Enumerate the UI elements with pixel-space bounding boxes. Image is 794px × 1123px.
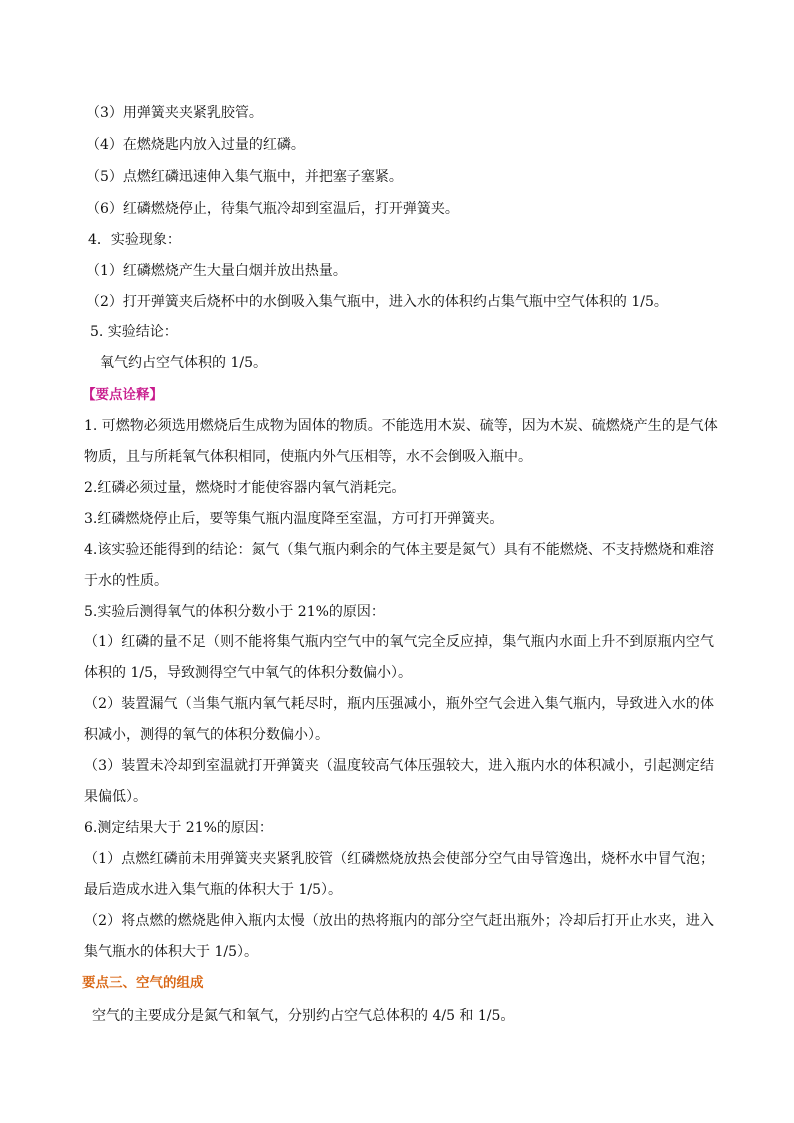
step-3: （3）用弹簧夹夹紧乳胶管。	[86, 105, 263, 121]
key-point-3: 3.红磷燃烧停止后，要等集气瓶内温度降至室温，方可打开弹簧夹。	[84, 511, 504, 527]
phenomenon-1: （1）红磷燃烧产生大量白烟并放出热量。	[86, 263, 347, 279]
key-point-4-line-1: 4.该实验还能得到的结论：氮气（集气瓶内剩余的气体主要是氮气）具有不能燃烧、不支持燃烧和难溶	[84, 542, 714, 558]
key-point-5-1-line-2: 体积的 1/5，导致测得空气中氧气的体积分数偏小）。	[84, 665, 412, 681]
key-point-5-3-line-1: （3）装置未冷却到室温就打开弹簧夹（温度较高气体压强较大，进入瓶内水的体积减小，引起测定结	[84, 758, 714, 774]
key-point-4-line-2: 于水的性质。	[84, 573, 168, 589]
key-point-6-2-line-1: （2）将点燃的燃烧匙伸入瓶内太慢（放出的热将瓶内的部分空气赶出瓶外；冷却后打开止水夹，进入	[84, 913, 714, 929]
key-point-6: 6.测定结果大于 21%的原因：	[84, 820, 273, 836]
key-point-6-1-line-1: （1）点燃红磷前未用弹簧夹夹紧乳胶管（红磷燃烧放热会使部分空气由导管逸出，烧杯水中冒气泡；	[84, 851, 714, 867]
key-point-2: 2.红磷必须过量，燃烧时才能使容器内氧气消耗完。	[84, 480, 406, 496]
step-6: （6）红磷燃烧停止，待集气瓶冷却到室温后，打开弹簧夹。	[86, 201, 459, 217]
step-5: （5）点燃红磷迅速伸入集气瓶中，并把塞子塞紧。	[86, 169, 403, 185]
phenomenon-2: （2）打开弹簧夹后烧杯中的水倒吸入集气瓶中，进入水的体积约占集气瓶中空气体积的 1/5。	[86, 294, 668, 310]
key-point-1-line-1: 1. 可燃物必须选用燃烧后生成物为固体的物质。不能选用木炭、硫等，因为木炭、硫燃烧产生的是气体	[84, 418, 718, 434]
key-point-5: 5.实验后测得氧气的体积分数小于 21%的原因：	[84, 604, 385, 620]
key-point-5-2-line-2: 积减小，测得的氧气的体积分数偏小）。	[84, 727, 329, 743]
key-point-5-1-line-1: （1）红磷的量不足（则不能将集气瓶内空气中的氧气完全反应掉，集气瓶内水面上升不到原瓶内空气	[84, 634, 714, 650]
key-point-6-1-line-2: 最后造成水进入集气瓶的体积大于 1/5）。	[84, 882, 342, 898]
key-point-1-line-2: 物质，且与所耗氧气体积相同，使瓶内外气压相等，水不会倒吸入瓶中。	[84, 449, 532, 465]
key-point-5-2-line-1: （2）装置漏气（当集气瓶内氧气耗尽时，瓶内压强减小，瓶外空气会进入集气瓶内，导致进入水的体	[84, 696, 714, 712]
phenomena-heading: 4．实验现象：	[88, 232, 181, 248]
key-point-6-2-line-2: 集气瓶水的体积大于 1/5）。	[84, 944, 258, 960]
conclusion-heading: 5. 实验结论：	[90, 324, 178, 340]
key-points-heading: 【要点诠释】	[82, 387, 163, 403]
section-3-heading: 要点三、空气的组成	[82, 975, 204, 991]
step-4: （4）在燃烧匙内放入过量的红磷。	[86, 137, 305, 153]
conclusion-text: 氧气约占空气体积的 1/5。	[100, 355, 267, 371]
key-point-5-3-line-2: 果偏低）。	[84, 789, 147, 805]
section-3-text: 空气的主要成分是氮气和氧气，分别约占空气总体积的 4/5 和 1/5。	[92, 1008, 515, 1024]
